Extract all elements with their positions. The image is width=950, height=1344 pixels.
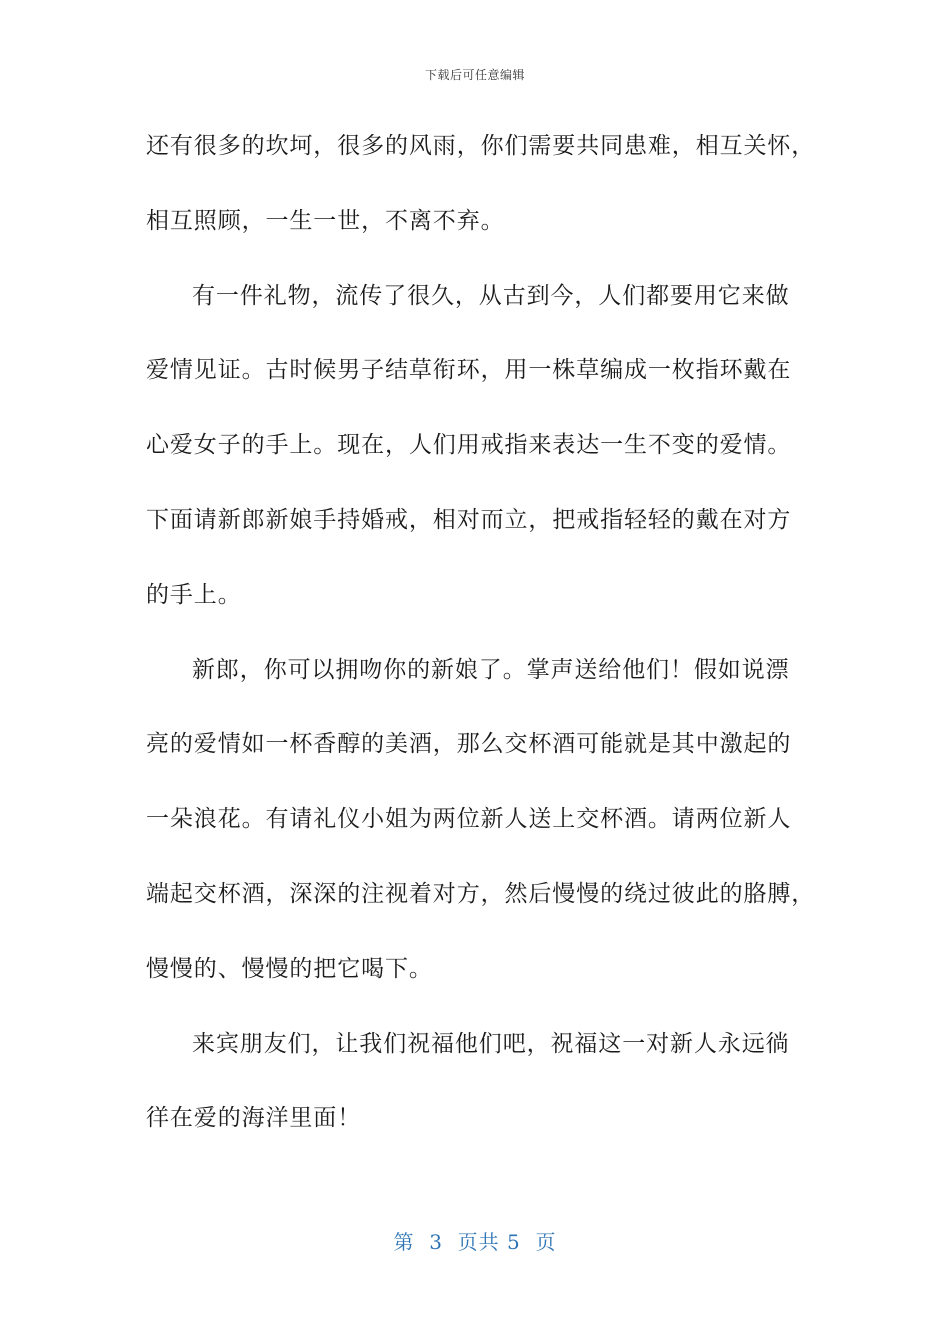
page-number-footer: 第 3 页共 5 页 [393,1230,557,1254]
paragraph-first-line: 有一件礼物，流传了很久，从古到今，人们都要用它来做 [192,283,790,309]
body-text-line: 下面请新郎新娘手持婚戒，相对而立，把戒指轻轻的戴在对方 [146,507,792,533]
paragraph-first-line: 新郎，你可以拥吻你的新娘了。掌声送给他们！假如说漂 [192,657,790,683]
body-text-line: 徉在爱的海洋里面！ [146,1105,362,1131]
body-text-line: 爱情见证。古时候男子结草衔环，用一株草编成一枚指环戴在 [146,357,792,383]
body-text-line: 慢慢的、慢慢的把它喝下。 [146,956,433,982]
body-text-line: 相互照顾，一生一世，不离不弃。 [146,208,505,234]
body-text-line: 心爱女子的手上。现在，人们用戒指来表达一生不变的爱情。 [146,432,792,458]
page-header: 下载后可任意编辑 [424,68,525,82]
paragraph-first-line: 来宾朋友们，让我们祝福他们吧，祝福这一对新人永远徜 [192,1031,790,1057]
body-text-line: 一朵浪花。有请礼仪小姐为两位新人送上交杯酒。请两位新人 [146,806,792,832]
body-text-line: 亮的爱情如一杯香醇的美酒，那么交杯酒可能就是其中激起的 [146,731,792,757]
body-text-line: 的手上。 [146,582,242,608]
body-text-line: 还有很多的坎坷，很多的风雨，你们需要共同患难，相互关怀， [146,133,816,159]
body-text-line: 端起交杯酒，深深的注视着对方，然后慢慢的绕过彼此的胳膊， [146,881,816,907]
